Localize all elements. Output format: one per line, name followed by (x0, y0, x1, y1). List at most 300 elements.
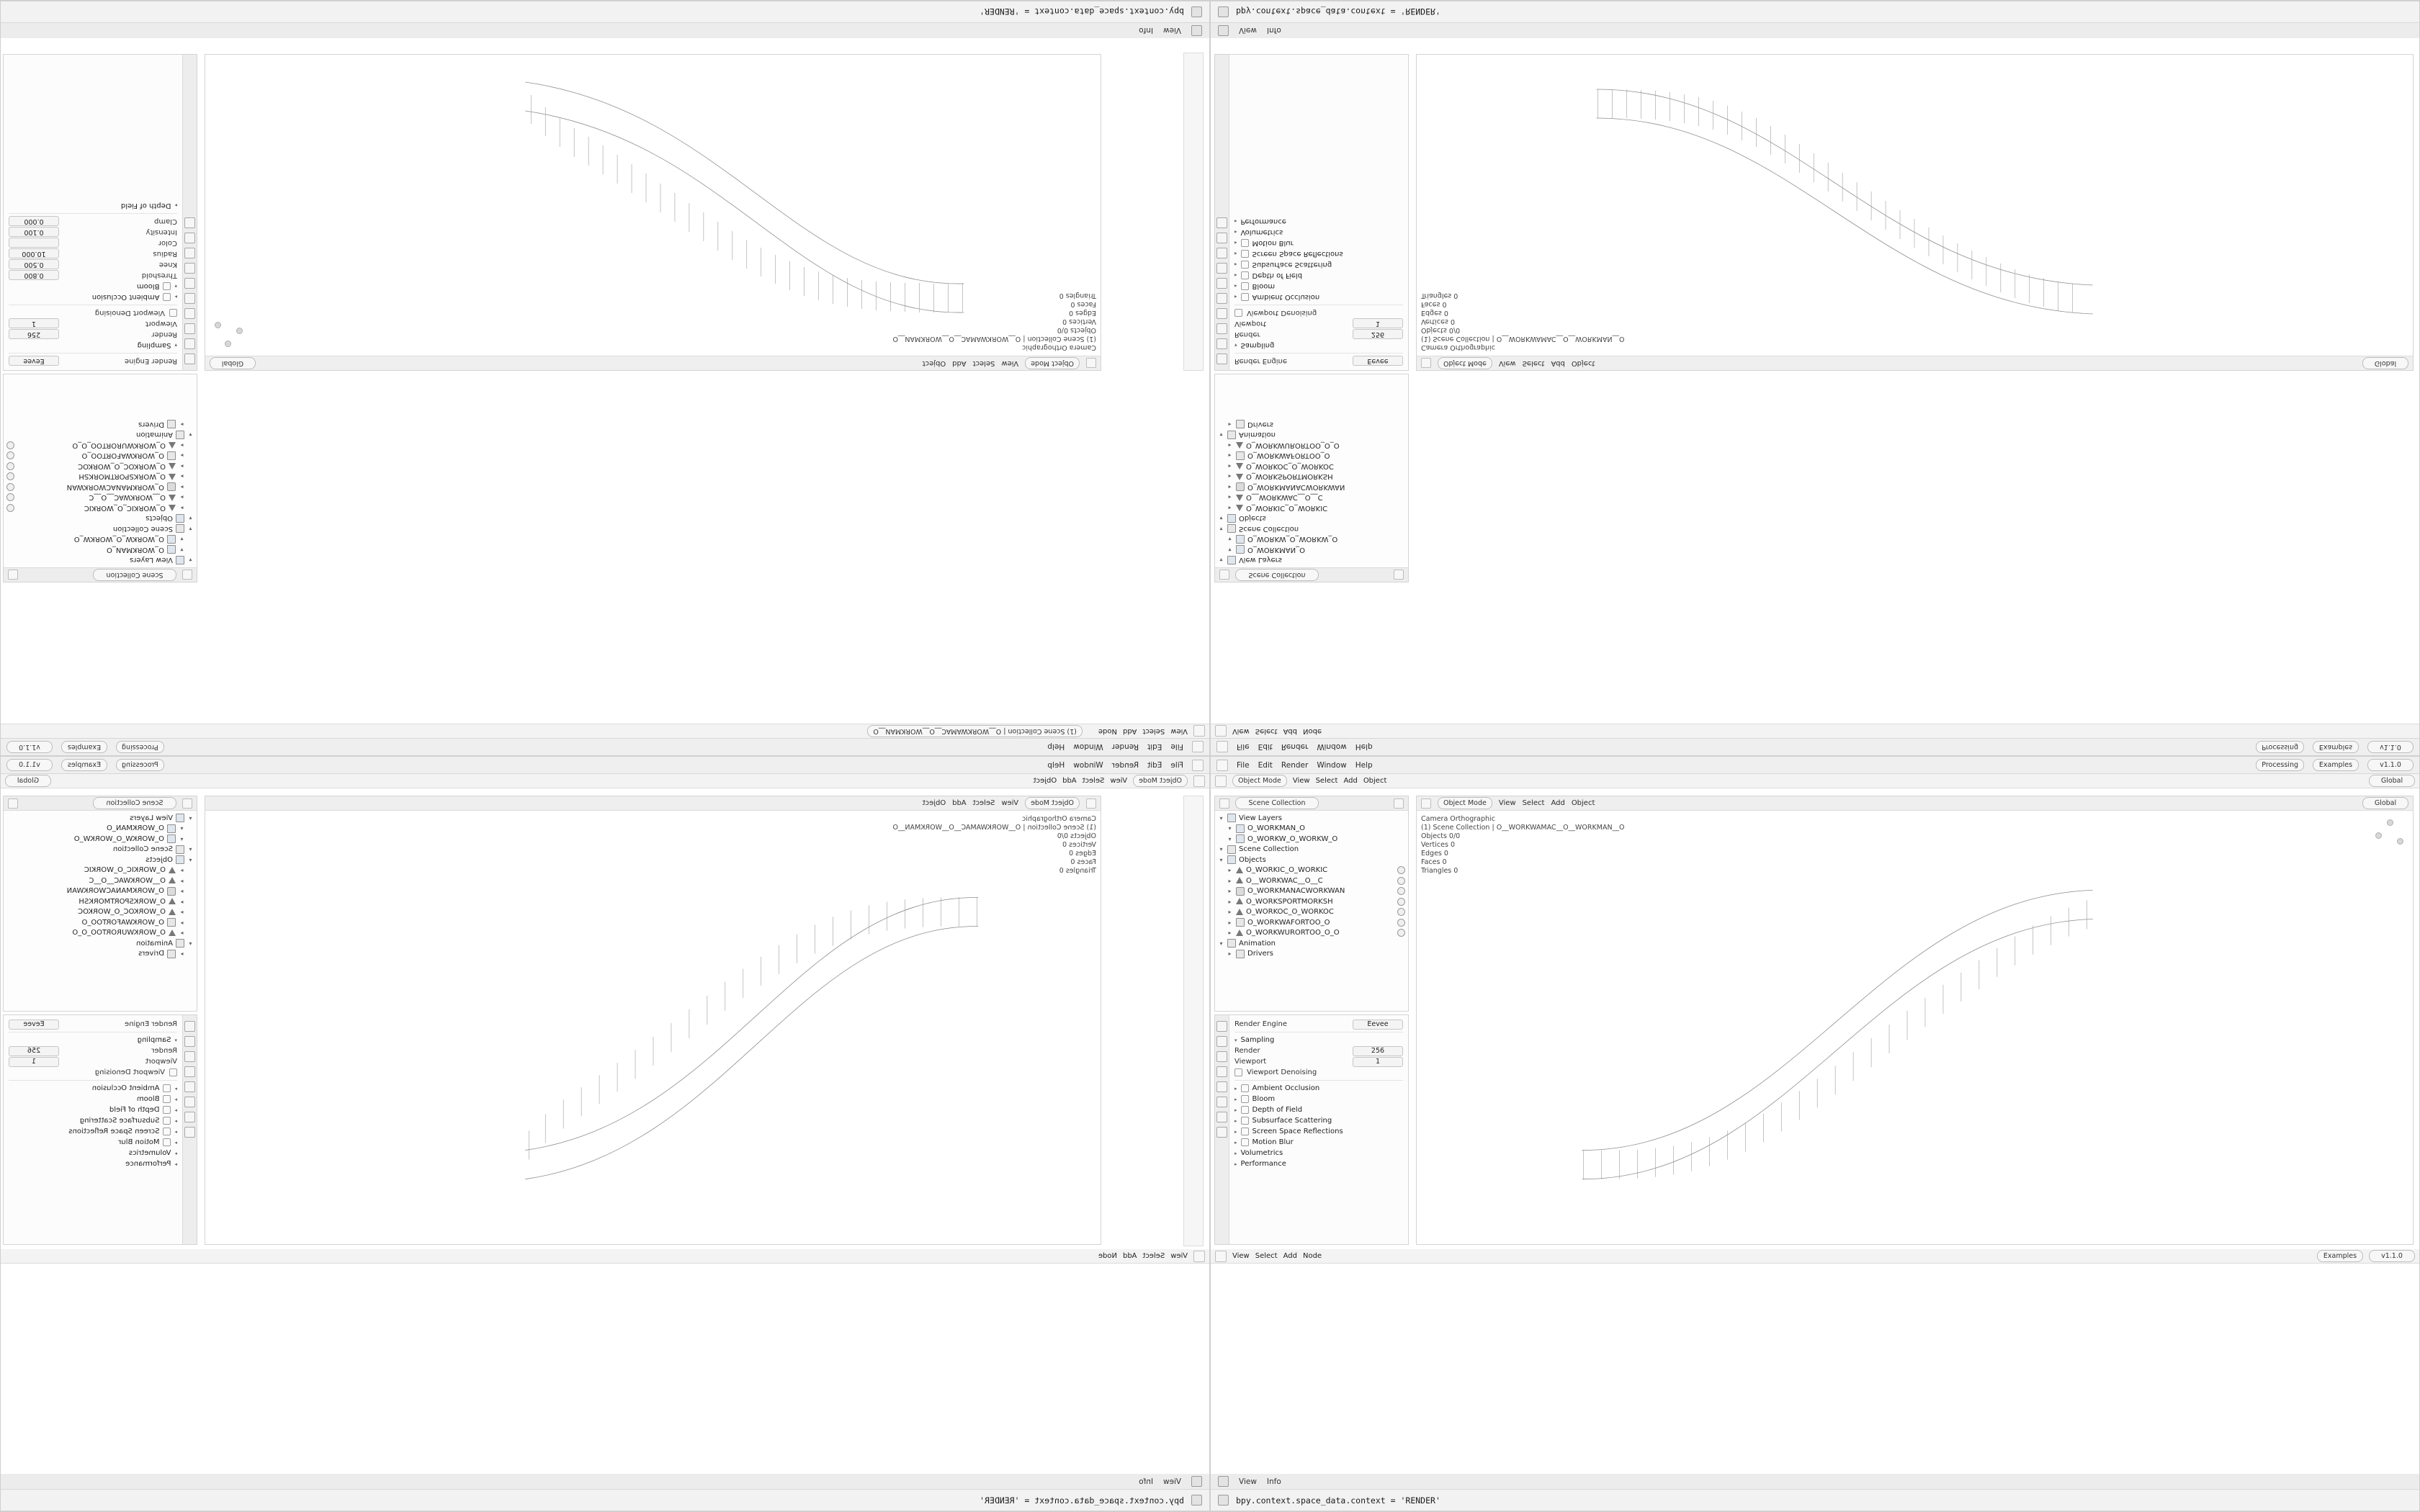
editor-type-icon[interactable] (182, 570, 192, 580)
viewport-menu-view[interactable]: View (1292, 777, 1310, 785)
workspace-tab-examples[interactable]: Examples (61, 759, 107, 771)
section-motion-blur[interactable]: ▸ Motion Blur (1234, 239, 1294, 247)
viewport-menu-select[interactable]: Select (1315, 777, 1338, 785)
sampling-section[interactable]: ▾ Sampling (1234, 1036, 1275, 1044)
sampling-section[interactable]: ▾ Sampling (137, 341, 177, 349)
tab-object-icon[interactable] (184, 263, 195, 274)
menu-render[interactable]: Render (1281, 760, 1309, 770)
axis-x-dot[interactable] (2375, 832, 2382, 839)
node-menu-node[interactable]: Node (1098, 1252, 1118, 1260)
render-engine-select[interactable]: Eevee (1353, 356, 1403, 366)
menu-edit[interactable]: Edit (1147, 742, 1162, 752)
hide-icon[interactable] (1397, 877, 1405, 885)
viewport-menu-add[interactable]: Add (1551, 359, 1565, 367)
sampling-section[interactable]: ▾ Sampling (137, 1036, 177, 1044)
viewport-menu-view[interactable]: View (1001, 359, 1019, 367)
tab-world-icon[interactable] (1216, 278, 1227, 289)
list-item[interactable]: ▾ Animation (1219, 939, 1276, 948)
node-menu-add[interactable]: Add (1123, 727, 1137, 735)
hide-icon[interactable] (1397, 908, 1405, 916)
node-menu-view[interactable]: View (1170, 727, 1188, 735)
sampling-viewport-input[interactable]: 1 (1353, 1057, 1403, 1067)
mode-select[interactable]: Object Mode (1025, 357, 1080, 369)
mode-select[interactable]: Object Mode (1438, 797, 1492, 809)
navigation-gizmo[interactable] (212, 315, 246, 348)
filter-icon[interactable] (8, 798, 18, 809)
list-item[interactable]: ▾ View Layers (130, 556, 192, 564)
filter-icon[interactable] (1394, 798, 1404, 809)
section-screen-space-reflections[interactable]: ▸ Screen Space Reflections (68, 1128, 177, 1135)
editor-type-icon[interactable] (1086, 798, 1096, 809)
list-item[interactable]: ▾ O_WORKW_O_WORKW_O (1228, 535, 1338, 544)
viewport-panel-c[interactable] (205, 796, 1101, 1245)
list-item[interactable]: ▾ Scene Collection (1219, 524, 1299, 533)
section-bloom[interactable]: ▸ Bloom (1234, 1095, 1276, 1103)
viewport-menu-object[interactable]: Object (922, 359, 946, 367)
list-item[interactable]: ▸ O_WORKSPORTMORKSH (6, 472, 194, 482)
list-item[interactable]: ▸ O_WORKWAFORTOO_O (81, 918, 184, 927)
sampling-render-input[interactable]: 256 (9, 1046, 59, 1056)
section-ambient-occlusion[interactable]: ▸ Ambient Occlusion (91, 293, 177, 301)
list-item[interactable]: ▸ O_WORKOC_O_WORKOC (1228, 462, 1334, 470)
editor-type-icon[interactable] (1219, 570, 1229, 580)
viewport-menu-view[interactable]: View (1110, 777, 1128, 785)
menu-window[interactable]: Window (1317, 760, 1347, 770)
editor-type-icon[interactable] (1218, 25, 1229, 36)
viewport-menu-object[interactable]: Object (1571, 799, 1595, 807)
editor-type-icon[interactable] (1421, 798, 1431, 809)
sss-checkbox[interactable] (1241, 261, 1249, 269)
editor-type-icon[interactable] (1219, 798, 1229, 809)
editor-type-icon[interactable] (1191, 1476, 1202, 1487)
section-motion-blur[interactable]: ▸ Motion Blur (1234, 1138, 1294, 1146)
list-item[interactable]: ▾ Scene Collection (112, 845, 192, 854)
list-item[interactable]: ▾ O_WORKW_O_WORKW_O (73, 535, 184, 544)
list-item[interactable]: ▸ O_WORKMANACWORKWAN (66, 887, 184, 896)
list-item[interactable]: ▸ O__WORKWAC__O__C (1228, 493, 1323, 502)
list-item[interactable]: ▸ O_WORKIC_O_WORKIC (6, 503, 194, 513)
filter-icon[interactable] (8, 570, 18, 580)
ambient-occlusion-checkbox[interactable] (1241, 1084, 1249, 1092)
list-item[interactable]: ▸ O_WORKSPORTMORKSH (79, 897, 184, 906)
workspace-tab-processing[interactable]: Processing (2256, 759, 2304, 771)
viewport-menu-select[interactable]: Select (1522, 359, 1545, 367)
editor-type-icon[interactable] (1215, 1251, 1227, 1262)
menu-file[interactable]: File (1237, 742, 1250, 752)
motion-blur-checkbox[interactable] (1241, 239, 1249, 247)
node-menu-add[interactable]: Add (1123, 1252, 1137, 1260)
bloom-radius-input[interactable]: 10.000 (9, 249, 59, 259)
transform-orientation-select[interactable]: Global (5, 775, 51, 787)
list-item[interactable]: ▸ O_WORKWAFORTOO_O (1218, 917, 1405, 928)
hide-icon[interactable] (1397, 929, 1405, 937)
console-menu-info[interactable]: Info (1139, 1477, 1154, 1486)
list-item[interactable]: ▾ O_WORKW_O_WORKW_O (73, 834, 184, 843)
viewport-menu-add[interactable]: Add (1551, 799, 1565, 807)
section-performance[interactable]: ▸ Performance (1234, 1160, 1286, 1168)
section-depth-of-field[interactable]: ▸ Depth of Field (120, 202, 177, 210)
node-menu-select[interactable]: Select (1142, 1252, 1165, 1260)
tab-tool-icon[interactable] (1216, 1021, 1227, 1032)
tab-modifier-icon[interactable] (184, 1127, 195, 1138)
editor-type-icon[interactable] (1215, 775, 1227, 787)
menu-file[interactable]: File (1170, 760, 1183, 770)
editor-type-icon[interactable] (1421, 359, 1431, 369)
mode-select[interactable]: Object Mode (1232, 775, 1287, 787)
list-item[interactable]: ▾ O_WORKMAN_O (1228, 545, 1305, 554)
menu-window[interactable]: Window (1317, 742, 1347, 752)
menu-edit[interactable]: Edit (1258, 742, 1273, 752)
viewport-canvas[interactable] (1417, 811, 2413, 1244)
section-volumetrics[interactable]: ▸ Volumetrics (1234, 1149, 1283, 1157)
ssr-checkbox[interactable] (163, 1128, 171, 1135)
workspace-tab-processing[interactable]: Processing (2256, 741, 2304, 753)
viewport-menu-object[interactable]: Object (922, 799, 946, 807)
axis-x-dot[interactable] (236, 328, 243, 334)
sampling-viewport-input[interactable]: 1 (1353, 319, 1403, 329)
tab-output-icon[interactable] (1216, 1051, 1227, 1062)
node-menu-add[interactable]: Add (1283, 727, 1297, 735)
tab-material-icon[interactable] (184, 217, 195, 228)
list-item[interactable]: ▾ Animation (136, 431, 192, 439)
list-item[interactable]: ▸ O_WORKIC_O_WORKIC (84, 866, 184, 875)
render-engine-select[interactable]: Eevee (1353, 1020, 1403, 1030)
tab-modifier-icon[interactable] (184, 248, 195, 258)
viewport-menu-view[interactable]: View (1498, 359, 1516, 367)
tab-physics-icon[interactable] (184, 233, 195, 243)
section-volumetrics[interactable]: ▸ Volumetrics (1234, 228, 1283, 236)
tab-scene-icon[interactable] (1216, 1081, 1227, 1092)
axis-z-dot[interactable] (225, 341, 231, 347)
outliner-display-mode[interactable]: Scene Collection (1235, 569, 1319, 581)
editor-type-icon[interactable] (1086, 359, 1096, 369)
workspace-tab-examples[interactable]: Examples (2317, 1250, 2363, 1262)
console-menu-info[interactable]: Info (1266, 26, 1281, 35)
outliner-display-mode[interactable]: Scene Collection (93, 797, 176, 809)
list-item[interactable]: ▾ View Layers (1219, 814, 1282, 822)
viewport-denoising-row[interactable] (9, 1067, 177, 1078)
node-menu-view[interactable]: View (1232, 727, 1250, 735)
workspace-tab-processing[interactable]: Processing (116, 741, 164, 753)
tab-render-icon[interactable] (184, 338, 195, 349)
viewport-denoising-checkbox[interactable] (1234, 1068, 1242, 1076)
list-item[interactable]: ▾ O_WORKMAN_O (1228, 824, 1305, 833)
list-item[interactable]: ▸ O_WORKSPORTMORKSH (1218, 896, 1405, 907)
list-item[interactable]: ▸ O_WORKSPORTMORKSH (1228, 472, 1333, 481)
blender-logo-icon[interactable] (1192, 760, 1204, 771)
list-item[interactable]: ▾ View Layers (130, 814, 192, 822)
section-depth-of-field[interactable]: ▸ Depth of Field (1234, 1106, 1303, 1114)
node-menu-view[interactable]: View (1232, 1252, 1250, 1260)
menu-file[interactable]: File (1170, 742, 1183, 752)
transform-orientation-select[interactable]: Global (2369, 775, 2415, 787)
viewport-menu-add[interactable]: Add (1062, 777, 1077, 785)
tab-output-icon[interactable] (184, 323, 195, 334)
tab-render-icon[interactable] (1216, 1036, 1227, 1047)
navigation-gizmo[interactable] (2372, 818, 2406, 851)
viewport-denoising-row[interactable] (1234, 307, 1403, 318)
tab-material-icon[interactable] (1216, 217, 1227, 228)
menu-help[interactable]: Help (1047, 742, 1065, 752)
mode-select[interactable]: Object Mode (1438, 357, 1492, 369)
menu-render[interactable]: Render (1111, 760, 1139, 770)
console-menu-view[interactable]: View (1163, 26, 1181, 35)
bloom-intensity-input[interactable]: 0.100 (9, 228, 59, 238)
tab-scene-icon[interactable] (1216, 293, 1227, 304)
bloom-knee-input[interactable]: 0.500 (9, 260, 59, 270)
section-screen-space-reflections[interactable]: ▸ Screen Space Reflections (1234, 250, 1343, 258)
node-menu-select[interactable]: Select (1142, 727, 1165, 735)
list-item[interactable]: ▸ O_WORKWAFORTOO_O (1228, 451, 1330, 460)
console-menu-view[interactable]: View (1239, 26, 1257, 35)
console-menu-view[interactable]: View (1163, 1477, 1181, 1486)
tab-modifier-icon[interactable] (1216, 1127, 1227, 1138)
list-item[interactable]: ▸ O__WORKWAC__O__C (1218, 876, 1405, 886)
node-menu-node[interactable]: Node (1302, 727, 1322, 735)
viewport-panel-d[interactable] (1416, 796, 2414, 1245)
bloom-checkbox[interactable] (163, 282, 171, 290)
mode-select[interactable]: Object Mode (1025, 797, 1080, 809)
menu-edit[interactable]: Edit (1258, 760, 1273, 770)
menu-file[interactable]: File (1237, 760, 1250, 770)
viewport-denoising-row[interactable] (9, 307, 177, 318)
ambient-occlusion-checkbox[interactable] (163, 1084, 171, 1092)
node-menu-view[interactable]: View (1170, 1252, 1188, 1260)
tab-modifier-icon[interactable] (1216, 248, 1227, 258)
viewport-canvas[interactable] (205, 811, 1101, 1244)
list-item[interactable]: ▸ O_WORKOC_O_WORKOC (6, 461, 194, 472)
axis-z-dot[interactable] (2387, 819, 2393, 826)
list-item[interactable]: ▾ O_WORKMAN_O (107, 824, 184, 833)
editor-type-icon[interactable] (1193, 775, 1205, 787)
list-item[interactable]: ▸ O_WORKWURORTOO_O_O (72, 929, 184, 937)
section-bloom[interactable]: ▾ Bloom (136, 282, 177, 290)
tab-object-icon[interactable] (1216, 263, 1227, 274)
list-item[interactable]: ▾ O_WORKW_O_WORKW_O (1228, 834, 1338, 843)
viewport-menu-select[interactable]: Select (972, 799, 995, 807)
list-item[interactable]: ▸ Drivers (138, 950, 184, 958)
hide-icon[interactable] (6, 462, 14, 470)
list-item[interactable]: ▸ O_WORKOC_O_WORKOC (78, 908, 184, 917)
section-subsurface-scattering[interactable]: ▸ Subsurface Scattering (1234, 261, 1332, 269)
list-item[interactable]: ▸ O_WORKMANACWORKWAN (6, 482, 194, 492)
list-item[interactable]: ▸ O_WORKOC_O_WORKOC (1218, 907, 1405, 918)
bloom-checkbox[interactable] (1241, 282, 1249, 290)
editor-type-icon[interactable] (1193, 726, 1205, 737)
section-bloom[interactable]: ▸ Bloom (1234, 282, 1276, 290)
list-item[interactable]: ▾ Animation (1219, 431, 1276, 439)
viewport-denoising-checkbox[interactable] (169, 309, 177, 317)
hide-icon[interactable] (1397, 898, 1405, 906)
menu-help[interactable]: Help (1047, 760, 1065, 770)
hide-icon[interactable] (6, 441, 14, 449)
bloom-color-swatch[interactable] (9, 238, 59, 248)
viewport-toolbar[interactable] (1183, 53, 1204, 371)
blender-logo-icon[interactable] (1216, 760, 1228, 771)
bloom-threshold-input[interactable]: 0.800 (9, 271, 59, 281)
tab-output-icon[interactable] (1216, 323, 1227, 334)
list-item[interactable]: ▸ O__WORKWAC__O__C (6, 492, 194, 503)
workspace-tab-examples[interactable]: Examples (61, 741, 107, 753)
viewport-panel-b[interactable] (1416, 54, 2414, 371)
list-item[interactable]: ▾ View Layers (1219, 556, 1282, 564)
node-menu-node[interactable]: Node (1098, 727, 1118, 735)
workspace-tab-processing[interactable]: Processing (116, 759, 164, 771)
editor-type-icon[interactable] (1191, 25, 1202, 36)
viewport-menu-select[interactable]: Select (1082, 777, 1105, 785)
sampling-viewport-input[interactable]: 1 (9, 319, 59, 329)
menu-window[interactable]: Window (1073, 760, 1103, 770)
axis-y-dot[interactable] (215, 322, 221, 328)
section-depth-of-field[interactable]: ▸ Depth of Field (109, 1106, 177, 1114)
hide-icon[interactable] (1397, 866, 1405, 874)
transform-orientation-select[interactable]: Global (2362, 797, 2408, 809)
node-menu-select[interactable]: Select (1255, 1252, 1278, 1260)
bloom-checkbox[interactable] (163, 1095, 171, 1103)
sss-checkbox[interactable] (163, 1117, 171, 1125)
console-menu-info[interactable]: Info (1139, 26, 1154, 35)
sampling-section[interactable]: ▾ Sampling (1234, 341, 1275, 349)
hide-icon[interactable] (6, 493, 14, 501)
tab-physics-icon[interactable] (1216, 233, 1227, 243)
tab-render-icon[interactable] (1216, 338, 1227, 349)
render-engine-select[interactable]: Eevee (9, 356, 59, 366)
list-item[interactable]: ▾ Animation (136, 939, 192, 948)
hide-icon[interactable] (1397, 919, 1405, 927)
list-item[interactable]: ▾ Objects (145, 855, 192, 864)
viewport-menu-add[interactable]: Add (952, 359, 967, 367)
tab-scene-icon[interactable] (184, 293, 195, 304)
list-item[interactable]: ▸ O_WORKWURORTOO_O_O (1218, 928, 1405, 939)
outliner-display-mode[interactable]: Scene Collection (1235, 797, 1319, 809)
list-item[interactable]: ▸ O__WORKWAC__O__C (89, 876, 184, 885)
viewport-toolbar[interactable] (1183, 796, 1204, 1246)
viewport-menu-select[interactable]: Select (1522, 799, 1545, 807)
viewport-menu-select[interactable]: Select (972, 359, 995, 367)
tab-viewlayer-icon[interactable] (1216, 308, 1227, 319)
hide-icon[interactable] (6, 451, 14, 459)
menu-window[interactable]: Window (1073, 742, 1103, 752)
list-item[interactable]: ▸ O_WORKMANACWORKWAN (1218, 886, 1405, 897)
tab-world-icon[interactable] (184, 1097, 195, 1107)
sampling-render-input[interactable]: 256 (1353, 1046, 1403, 1056)
viewport-denoising-row[interactable] (1234, 1067, 1403, 1078)
ssr-checkbox[interactable] (1241, 250, 1249, 258)
motion-blur-checkbox[interactable] (1241, 1138, 1249, 1146)
section-performance[interactable]: ▸ Performance (125, 1160, 177, 1168)
editor-type-icon[interactable] (1215, 726, 1227, 737)
node-menu-node[interactable]: Node (1302, 1252, 1322, 1260)
list-item[interactable]: ▸ Drivers (1228, 420, 1273, 428)
editor-type-icon[interactable] (1218, 1476, 1229, 1487)
section-performance[interactable]: ▸ Performance (1234, 217, 1286, 225)
editor-type-icon[interactable] (182, 798, 192, 809)
hide-icon[interactable] (1397, 887, 1405, 895)
editor-type-icon[interactable] (1193, 1251, 1205, 1262)
dof-checkbox[interactable] (1241, 271, 1249, 279)
tab-tool-icon[interactable] (1216, 354, 1227, 364)
list-item[interactable]: ▸ O_WORKWURORTOO_O_O (1228, 441, 1340, 449)
viewport-menu-add[interactable]: Add (1343, 777, 1358, 785)
bloom-checkbox[interactable] (1241, 1095, 1249, 1103)
axis-y-dot[interactable] (2397, 838, 2403, 845)
list-item[interactable]: ▾ Objects (1219, 514, 1266, 523)
menu-render[interactable]: Render (1111, 742, 1139, 752)
render-engine-select[interactable]: Eevee (9, 1020, 59, 1030)
section-ambient-occlusion[interactable]: ▸ Ambient Occlusion (91, 1084, 177, 1092)
list-item[interactable]: ▾ Scene Collection (112, 524, 192, 533)
list-item[interactable]: ▸ Drivers (1228, 950, 1273, 958)
ambient-occlusion-checkbox[interactable] (163, 293, 171, 301)
list-item[interactable]: ▸ O_WORKMANACWORKWAN (1228, 482, 1345, 491)
mode-select[interactable]: Object Mode (1133, 775, 1188, 787)
section-depth-of-field[interactable]: ▸ Depth of Field (1234, 271, 1303, 279)
ambient-occlusion-checkbox[interactable] (1241, 293, 1249, 301)
viewport-denoising-checkbox[interactable] (1234, 309, 1242, 317)
section-volumetrics[interactable]: ▸ Volumetrics (128, 1149, 177, 1157)
hide-icon[interactable] (6, 472, 14, 480)
menu-help[interactable]: Help (1355, 760, 1373, 770)
section-ambient-occlusion[interactable]: ▸ Ambient Occlusion (1234, 293, 1320, 301)
tab-viewlayer-icon[interactable] (1216, 1066, 1227, 1077)
node-menu-add[interactable]: Add (1283, 1252, 1297, 1260)
menu-edit[interactable]: Edit (1147, 760, 1162, 770)
section-bloom[interactable]: ▸ Bloom (136, 1095, 177, 1103)
hide-icon[interactable] (6, 483, 14, 491)
bloom-clamp-input[interactable]: 0.000 (9, 217, 59, 227)
tab-viewlayer-icon[interactable] (184, 1066, 195, 1077)
tab-world-icon[interactable] (184, 278, 195, 289)
section-screen-space-reflections[interactable]: ▸ Screen Space Reflections (1234, 1128, 1343, 1135)
list-item[interactable]: ▾ Scene Collection (1219, 845, 1299, 854)
console-menu-info[interactable]: Info (1266, 1477, 1281, 1486)
list-item[interactable]: ▾ Objects (145, 514, 192, 523)
list-item[interactable]: ▾ O_WORKMAN_O (107, 545, 184, 554)
ssr-checkbox[interactable] (1241, 1128, 1249, 1135)
outliner-display-mode[interactable]: Scene Collection (93, 569, 176, 581)
blender-logo-icon[interactable] (1216, 742, 1228, 753)
section-subsurface-scattering[interactable]: ▸ Subsurface Scattering (1234, 1117, 1332, 1125)
tab-tool-icon[interactable] (184, 1021, 195, 1032)
dof-checkbox[interactable] (163, 1106, 171, 1114)
motion-blur-checkbox[interactable] (163, 1138, 171, 1146)
section-motion-blur[interactable]: ▸ Motion Blur (118, 1138, 177, 1146)
transform-orientation-select[interactable]: Global (2362, 357, 2408, 369)
dof-checkbox[interactable] (1241, 1106, 1249, 1114)
blender-logo-icon[interactable] (1192, 742, 1204, 753)
sampling-viewport-input[interactable]: 1 (9, 1057, 59, 1067)
sampling-render-input[interactable]: 256 (9, 330, 59, 340)
list-item[interactable]: ▾ Objects (1219, 855, 1266, 864)
viewport-menu-view[interactable]: View (1498, 799, 1516, 807)
tab-object-icon[interactable] (1216, 1112, 1227, 1122)
viewport-menu-object[interactable]: Object (1033, 777, 1057, 785)
viewport-menu-view[interactable]: View (1001, 799, 1019, 807)
viewport-menu-object[interactable]: Object (1363, 777, 1387, 785)
sss-checkbox[interactable] (1241, 1117, 1249, 1125)
console-menu-view[interactable]: View (1239, 1477, 1257, 1486)
workspace-tab-examples[interactable]: Examples (2313, 759, 2359, 771)
viewport-menu-object[interactable]: Object (1571, 359, 1595, 367)
workspace-tab-examples[interactable]: Examples (2313, 741, 2359, 753)
section-subsurface-scattering[interactable]: ▸ Subsurface Scattering (79, 1117, 177, 1125)
node-menu-select[interactable]: Select (1255, 727, 1278, 735)
list-item[interactable]: ▸ O_WORKWURORTOO_O_O (6, 440, 194, 451)
menu-render[interactable]: Render (1281, 742, 1309, 752)
viewport-panel-a[interactable] (205, 54, 1101, 371)
list-item[interactable]: ▸ O_WORKIC_O_WORKIC (1228, 503, 1328, 512)
hide-icon[interactable] (6, 504, 14, 512)
